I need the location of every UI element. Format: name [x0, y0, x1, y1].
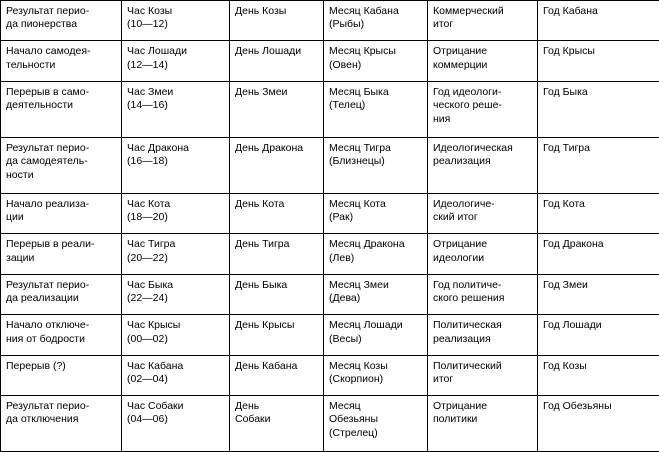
cell-period-label: Перерыв (?) — [1, 355, 122, 395]
cell-hour — [122, 81, 230, 137]
cell-line: Результат перио- — [6, 5, 90, 17]
cell-period-label — [1, 274, 122, 314]
cell-line: (Рак) — [329, 211, 354, 224]
cell-line: Час Дракона — [127, 141, 189, 154]
cell-meaning — [428, 274, 538, 314]
cell-line: Результат перио- — [6, 141, 90, 154]
cell-day: День Лошади — [230, 41, 324, 81]
cell-line: (Лев) — [329, 251, 355, 264]
cell-line: (20—22) — [127, 251, 168, 264]
cell-line: Собаки — [235, 413, 271, 426]
cell-day — [230, 395, 324, 451]
cell-line: итог — [433, 372, 454, 385]
cell-line: (Скорпион) — [329, 372, 384, 385]
cell-line: Час Лошади — [127, 45, 187, 58]
cell-meaning — [428, 193, 538, 233]
cell-line: (16—18) — [127, 155, 168, 168]
cell-line: Час Козы — [127, 5, 173, 17]
cell-line: Коммерческий — [433, 5, 504, 17]
cell-line: ния от бодрости — [6, 332, 85, 345]
cell-line: коммерции — [433, 58, 488, 71]
cell-year: Год Дракона — [538, 234, 659, 274]
cell-month — [324, 193, 428, 233]
cell-day: День Быка — [230, 274, 324, 314]
cell-line: (Рыбы) — [329, 18, 365, 31]
cell-day: День Кабана — [230, 355, 324, 395]
cell-line: (12—14) — [127, 58, 168, 71]
cell-line: реализация — [433, 155, 491, 168]
cell-line: Месяц Лошади — [329, 319, 403, 332]
cell-month — [324, 81, 428, 137]
cell-line: политики — [433, 413, 478, 426]
cell-line: (Овен) — [329, 58, 362, 71]
cell-month — [324, 137, 428, 193]
cell-period-label — [1, 315, 122, 355]
cell-period-label — [1, 41, 122, 81]
cell-line: Час Собаки — [127, 399, 184, 412]
cell-line: Месяц Козы — [329, 359, 388, 372]
cell-line: (Дева) — [329, 292, 361, 305]
cell-line: да реализации — [6, 292, 79, 305]
cell-month — [324, 395, 428, 451]
cell-day: День Козы — [230, 1, 324, 41]
cell-month — [324, 315, 428, 355]
cell-day: День Тигра — [230, 234, 324, 274]
cell-period-label — [1, 81, 122, 137]
cell-day: День Крысы — [230, 315, 324, 355]
cell-year: Год Крысы — [538, 41, 659, 81]
cell-line: ческого реше- — [433, 99, 502, 112]
cell-year: Год Кабана — [538, 1, 659, 41]
cell-line: Отрицание — [433, 399, 488, 412]
cell-period-label — [1, 234, 122, 274]
cell-year: Год Кота — [538, 193, 659, 233]
cell-year: Год Быка — [538, 81, 659, 137]
cell-line: Месяц Быка — [329, 85, 389, 98]
cell-meaning — [428, 41, 538, 81]
cell-line: (22—24) — [127, 292, 168, 305]
cell-line: деятельности — [6, 99, 73, 112]
table-row — [1, 1, 659, 41]
table-row — [1, 274, 659, 314]
cell-line: Политическая — [433, 319, 502, 332]
table-row — [1, 355, 659, 395]
cell-line: Начало реализа- — [6, 197, 90, 210]
cell-year: Год Козы — [538, 355, 659, 395]
cell-meaning — [428, 234, 538, 274]
cell-line: Политический — [433, 359, 502, 372]
cell-hour — [122, 355, 230, 395]
cell-line: итог — [433, 18, 454, 31]
cell-month — [324, 355, 428, 395]
cell-period-label — [1, 395, 122, 451]
cell-line: Результат перио- — [6, 278, 90, 291]
cell-line: Месяц Кота — [329, 197, 386, 210]
cell-line: реализация — [433, 332, 491, 345]
cell-hour — [122, 395, 230, 451]
cell-line: Результат перио- — [6, 399, 90, 412]
cell-line: День — [235, 399, 260, 412]
cell-line: Отрицание — [433, 45, 488, 58]
cell-year: Год Обезьяны — [538, 395, 659, 451]
cell-line: (Весы) — [329, 332, 362, 345]
cell-line: да пионерства — [6, 18, 78, 31]
cell-line: Месяц — [329, 399, 361, 412]
cell-line: Месяц Крысы — [329, 45, 396, 58]
cell-line: Месяц Дракона — [329, 238, 405, 251]
cell-meaning — [428, 137, 538, 193]
cell-meaning — [428, 315, 538, 355]
cell-year: Год Лошади — [538, 315, 659, 355]
table-body — [1, 1, 659, 452]
cell-line: Перерыв в само- — [6, 85, 90, 98]
cell-line: Начало самодея- — [6, 45, 91, 58]
cell-line: (10—12) — [127, 18, 168, 31]
cell-line: Идеологическая — [433, 141, 513, 154]
cell-hour — [122, 315, 230, 355]
cell-hour — [122, 274, 230, 314]
cell-line: (Телец) — [329, 99, 366, 112]
cell-line: Перерыв в реали- — [6, 238, 95, 251]
cell-year: Год Тигра — [538, 137, 659, 193]
cell-line: ского решения — [433, 292, 505, 305]
cell-line: Час Змеи — [127, 85, 174, 98]
cell-meaning — [428, 1, 538, 41]
table-row — [1, 234, 659, 274]
cell-day: День Кота — [230, 193, 324, 233]
cell-month — [324, 234, 428, 274]
cell-hour — [122, 137, 230, 193]
cell-period-label — [1, 1, 122, 41]
cell-line: тельности — [6, 58, 56, 71]
cell-line: Начало отключе- — [6, 319, 90, 332]
cell-line: Месяц Змеи — [329, 278, 389, 291]
cell-month — [324, 41, 428, 81]
cell-line: (02—04) — [127, 372, 168, 385]
cell-hour — [122, 41, 230, 81]
cell-line: Час Кота — [127, 197, 171, 210]
cell-month — [324, 1, 428, 41]
cell-line: (Стрелец) — [329, 426, 378, 439]
cell-line: ности — [6, 168, 34, 181]
cell-period-label — [1, 193, 122, 233]
cell-line: (00—02) — [127, 332, 168, 345]
cell-line: Месяц Тигра — [329, 141, 391, 154]
cell-line: Час Крысы — [127, 319, 181, 332]
table-row — [1, 41, 659, 81]
cell-line: ния — [433, 112, 451, 125]
cell-day: День Змеи — [230, 81, 324, 137]
cell-meaning — [428, 355, 538, 395]
cell-line: да отключения — [6, 413, 79, 426]
cell-line: Месяц Кабана — [329, 5, 399, 17]
cell-line: Час Тигра — [127, 238, 176, 251]
table-row — [1, 395, 659, 451]
cell-line: Час Быка — [127, 278, 174, 291]
table-row — [1, 137, 659, 193]
cell-line: (04—06) — [127, 413, 168, 426]
cell-hour — [122, 193, 230, 233]
cell-line: ский итог — [433, 211, 478, 224]
cell-hour — [122, 234, 230, 274]
cell-line: Отрицание — [433, 238, 488, 251]
cell-line: зации — [6, 251, 35, 264]
cell-line: идеологии — [433, 251, 485, 264]
cell-year: Год Змеи — [538, 274, 659, 314]
cell-line: ции — [6, 211, 24, 224]
table-row — [1, 193, 659, 233]
cell-line: (18—20) — [127, 211, 168, 224]
cell-period-label — [1, 137, 122, 193]
cell-month — [324, 274, 428, 314]
cell-meaning — [428, 395, 538, 451]
cell-meaning — [428, 81, 538, 137]
cell-line: Идеологиче- — [433, 197, 495, 210]
cell-line: Год политиче- — [433, 278, 502, 291]
cell-line: да самодеятель- — [6, 155, 88, 168]
cell-day: День Дракона — [230, 137, 324, 193]
cell-line: Обезьяны — [329, 413, 378, 426]
cell-line: (14—16) — [127, 99, 168, 112]
cell-hour — [122, 1, 230, 41]
cell-line: Год идеологи- — [433, 85, 502, 98]
table-row — [1, 315, 659, 355]
table-row — [1, 81, 659, 137]
cell-line: (Близнецы) — [329, 155, 385, 168]
cell-line: Час Кабана — [127, 359, 184, 372]
